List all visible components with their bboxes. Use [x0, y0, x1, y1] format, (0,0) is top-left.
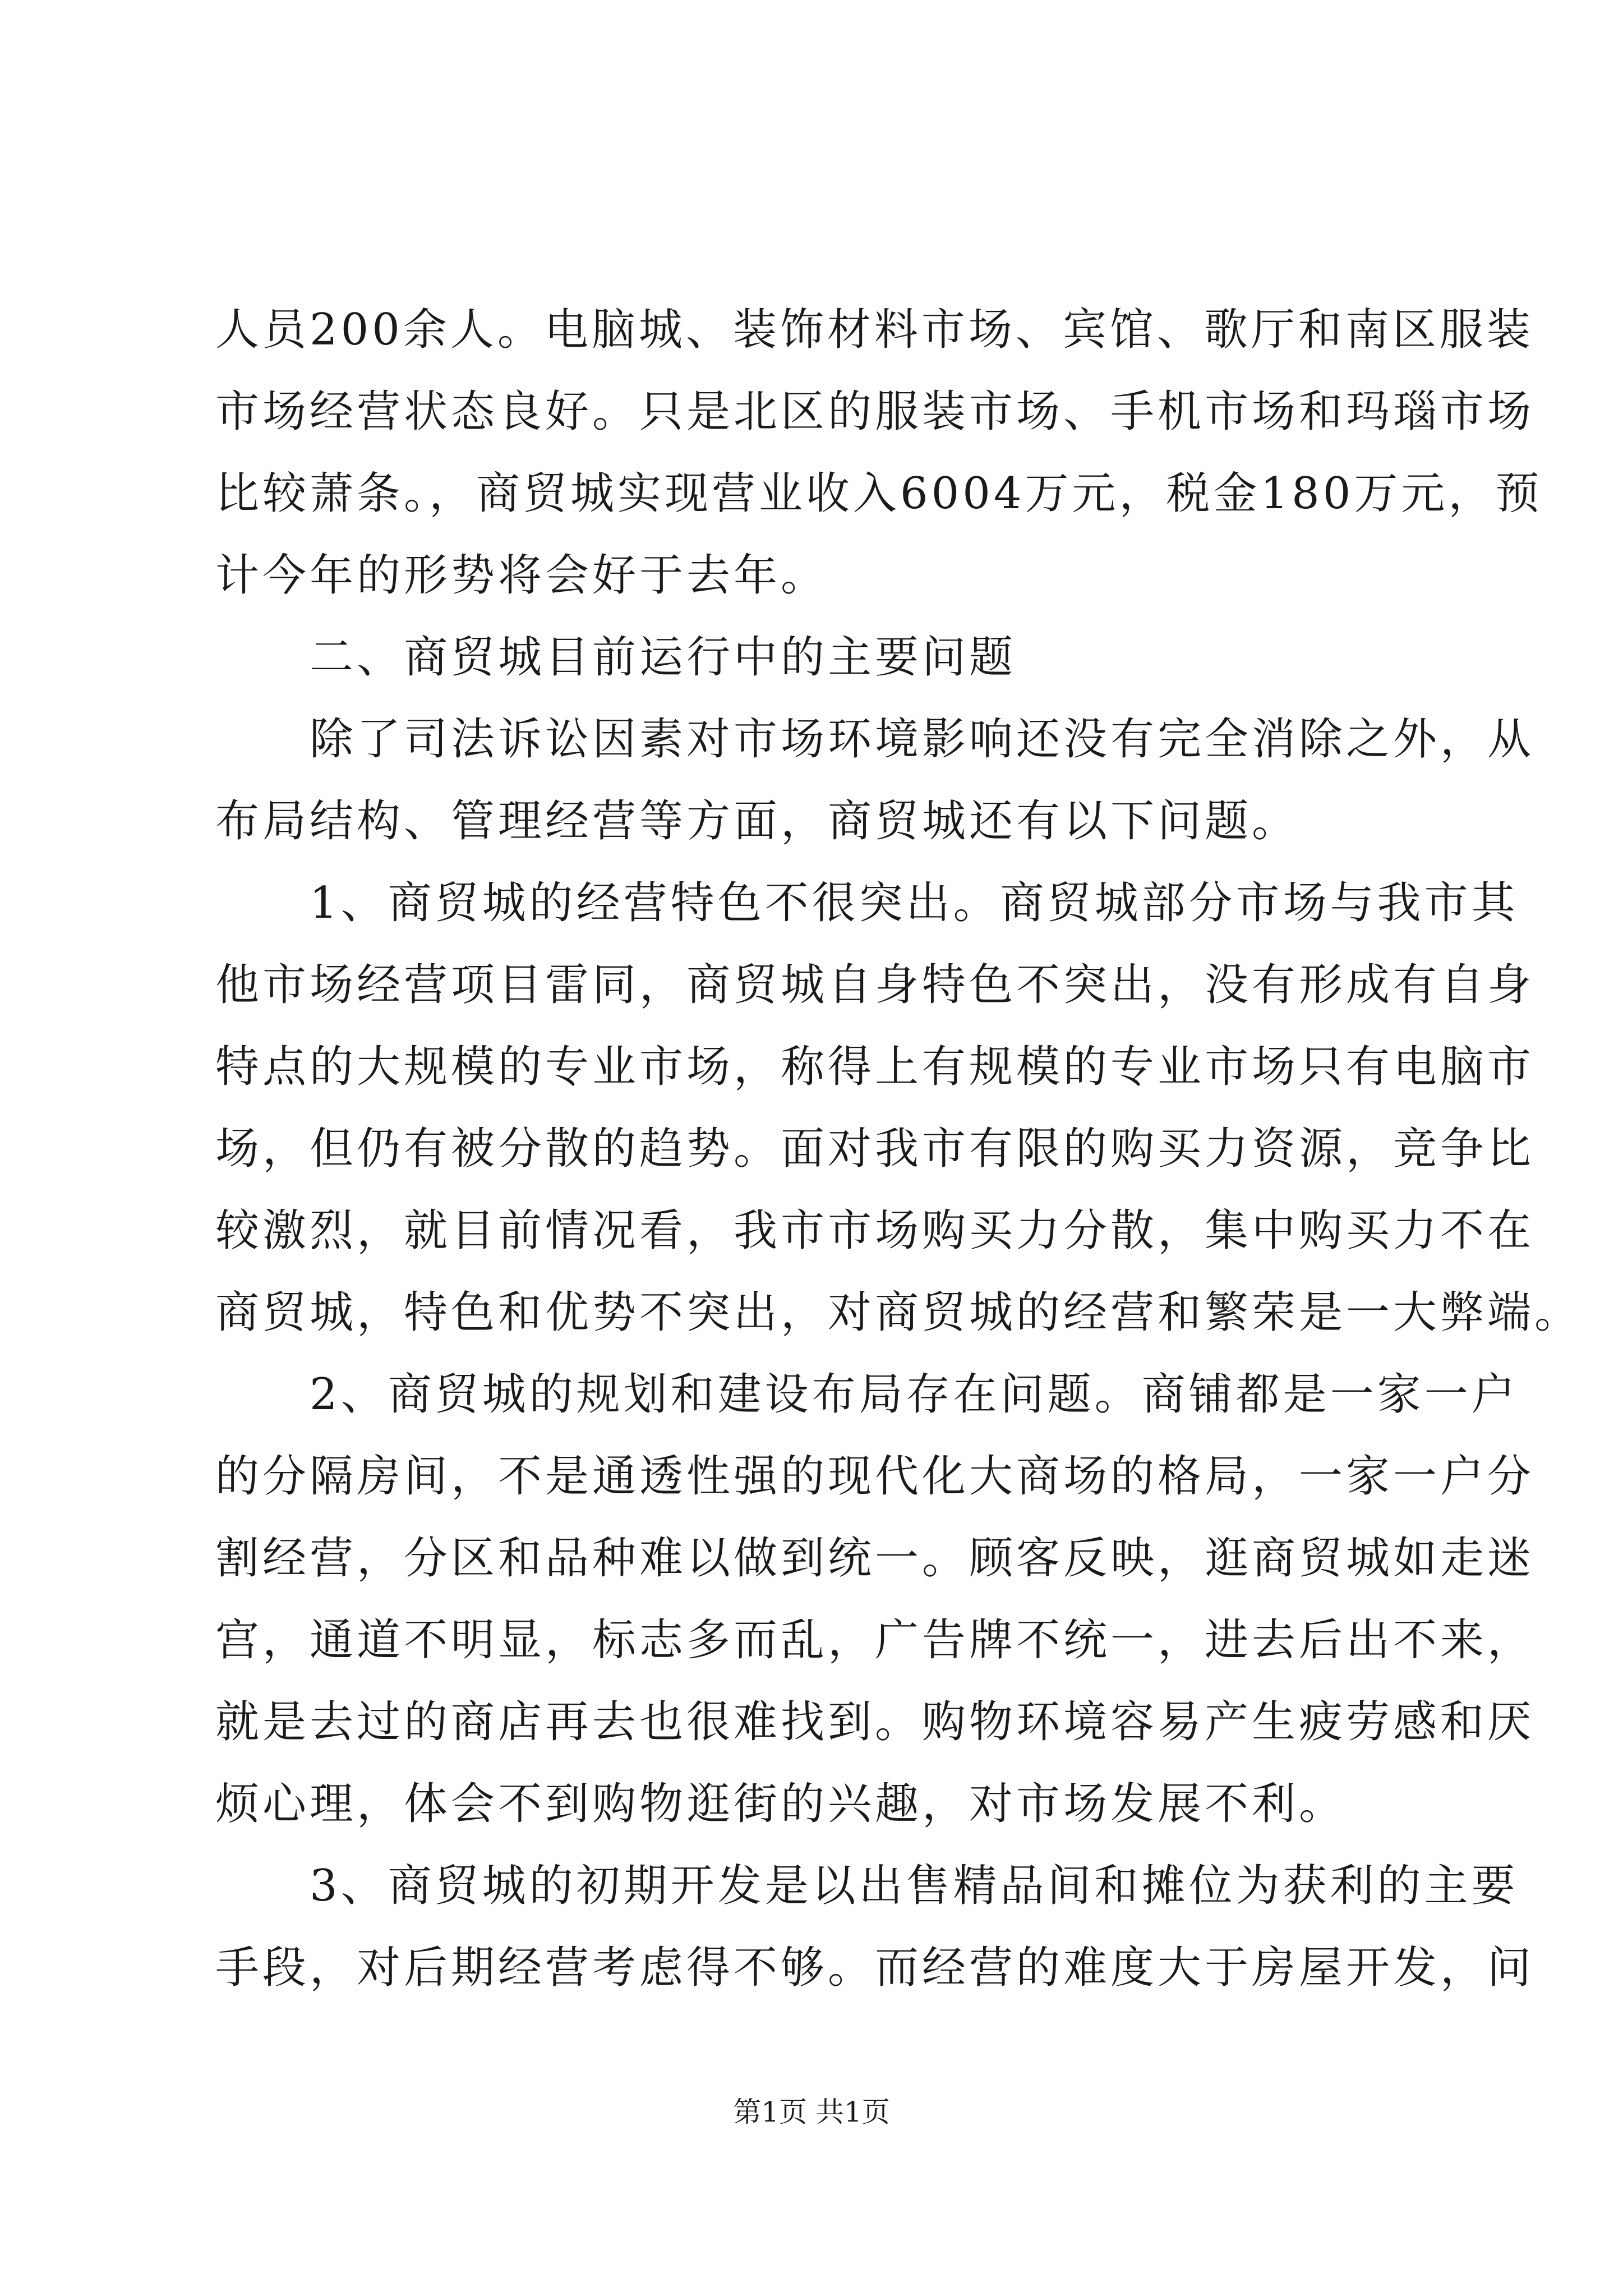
text-line-8: 1、商贸城的经营特色不很突出。商贸城部分市场与我市其: [310, 878, 1519, 928]
text-line-7: 布局结构、管理经营等方面，商贸城还有以下问题。: [215, 796, 1299, 846]
text-line-1: 人员200余人。电脑城、装饰材料市场、宾馆、歌厅和南区服装: [215, 305, 1534, 355]
text-line-4: 计今年的形势将会好于去年。: [215, 550, 828, 601]
text-line-2: 市场经营状态良好。只是北区的服装市场、手机市场和玛瑙市场: [215, 386, 1535, 437]
text-line-12: 较激烈，就目前情况看，我市市场购买力分散，集中购买力不在: [215, 1205, 1535, 1256]
text-line-17: 宫，通道不明显，标志多而乱，广告牌不统一，进去后出不来，: [215, 1615, 1535, 1665]
text-line-19: 烦心理，体会不到购物逛街的兴趣，对市场发展不利。: [215, 1779, 1347, 1829]
text-line-9: 他市场经营项目雷同，商贸城自身特色不突出，没有形成有自身: [215, 960, 1535, 1010]
body-text: [215, 289, 1582, 2009]
text-line-21: 手段，对后期经营考虑得不够。而经营的难度大于房屋开发，问: [215, 1943, 1535, 1993]
text-line-16: 割经营，分区和品种难以做到统一。顾客反映，逛商贸城如走迷: [215, 1533, 1535, 1584]
text-line-10: 特点的大规模的专业市场，称得上有规模的专业市场只有电脑市: [215, 1042, 1535, 1092]
text-line-14: 2、商贸城的规划和建设布局存在问题。商铺都是一家一户: [310, 1369, 1519, 1420]
text-line-13: 商贸城，特色和优势不突出，对商贸城的经营和繁荣是一大弊端。: [215, 1287, 1582, 1338]
text-line-3: 比较萧条。，商贸城实现营业收入6004万元，税金180万元，预: [215, 468, 1543, 519]
text-line-11: 场，但仍有被分散的趋势。面对我市有限的购买力资源，竞争比: [215, 1124, 1535, 1174]
text-line-6: 除了司法诉讼因素对市场环境影响还没有完全消除之外，从: [310, 714, 1535, 765]
text-line-18: 就是去过的商店再去也很难找到。购物环境容易产生疲劳感和厌: [215, 1697, 1535, 1747]
text-line-20: 3、商贸城的初期开发是以出售精品间和摊位为获利的主要: [310, 1861, 1519, 1911]
text-line-15: 的分隔房间，不是通透性强的现代化大商场的格局，一家一户分: [215, 1451, 1535, 1502]
section-heading: 二、商贸城目前运行中的主要问题: [310, 632, 1017, 683]
page-footer: 第1页 共1页: [733, 2096, 890, 2128]
